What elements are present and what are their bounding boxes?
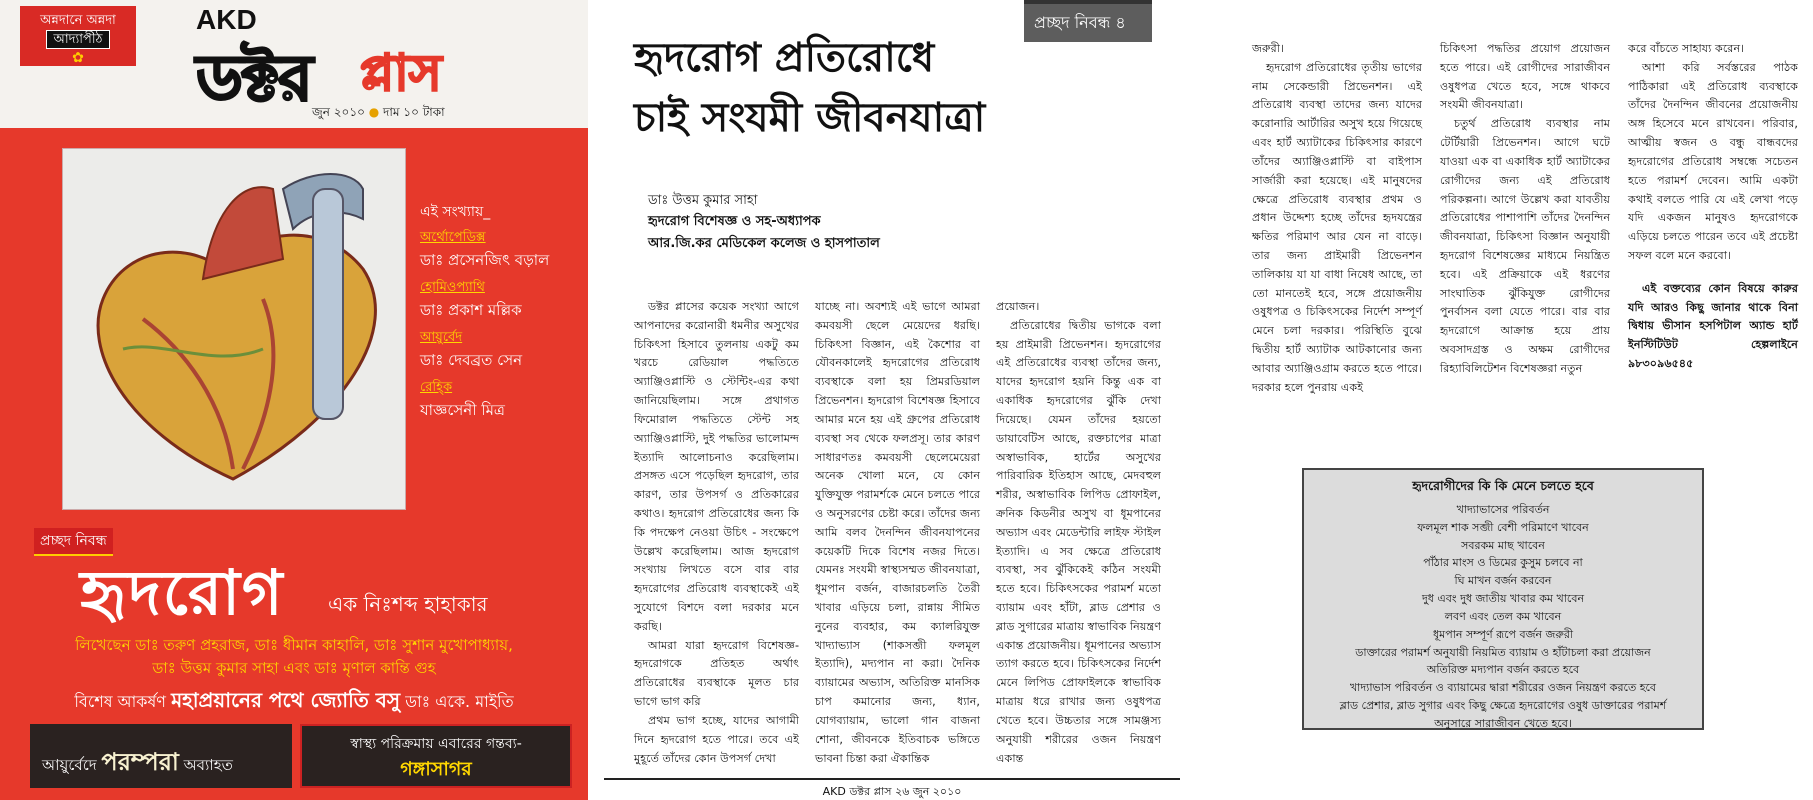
- author-title: হৃদরোগ বিশেষজ্ঞ ও সহ-অধ্যাপক: [648, 214, 821, 230]
- cover-writers-line: ডাঃ উত্তম কুমার সাহা এবং ডাঃ মৃণাল কান্তি গুহ: [152, 659, 436, 678]
- article-paragraph: জরুরী।: [1252, 42, 1284, 55]
- author-name: ডাঃ উত্তম কুমার সাহা: [648, 193, 758, 208]
- tips-line: খাদ্যাভাসের পরিবর্তন: [1456, 503, 1550, 516]
- special-prefix: বিশেষ আকর্ষণ: [74, 692, 166, 711]
- article-paragraph: আমরা যারা হৃদরোগ বিশেষজ্ঞ- হৃদরোগকে প্রতিহত অর্থাৎ প্রতিরোধের ব্যবস্থাকে মূলত চার ভাগে ভাগ করি: [634, 638, 799, 709]
- cover-tagline-1: অন্নদানে অন্নদা: [40, 13, 116, 28]
- tips-line: অনুসারে সারাজীবন খেতে হবে।: [1434, 716, 1572, 730]
- article-byline: [648, 190, 880, 254]
- cover-bottom-left-banner: [30, 724, 292, 788]
- article-paragraph: প্রয়োজন।: [996, 300, 1040, 313]
- lotus-icon: ✿: [72, 50, 84, 67]
- brand-akd: AKD: [196, 4, 257, 35]
- banner-place: গঙ্গাসাগর: [400, 758, 472, 780]
- cover-bottom-right-banner: [300, 724, 572, 788]
- contents-category: হোমিওপ্যাথি: [420, 280, 485, 295]
- cover-tagline-2: আদ্যাপীঠ: [46, 30, 109, 50]
- article-paragraph: চিকিৎসা পদ্ধতির প্রয়োগ প্রয়োজন হতে পারে। এই রোগীদের সারাজীবন ওষুধপত্র খেতে হবে, সঙ্গে থাকবে সংযমী জীবনযাত্রা।: [1440, 42, 1610, 112]
- helpline-note: এই বক্তব্যের কোন বিষয়ে কারুর যদি আরও কিছু জানার থাকে বিনা দ্বিধায় ভীসান হসপিটাল অ্যান্ড হার্ট ইনস্টিটিউট হেল্পলাইনে ৯৮৩০৯৬৫৪৫: [1628, 281, 1798, 370]
- article-paragraph: প্রথম ভাগ হচ্ছে, যাদের আগামী দিনে হৃদরোগ হতে পারে। তবে এই মুহূর্তে তাঁদের কোন উপসর্গ দেখা: [634, 713, 799, 765]
- brand-title: ডক্টর: [196, 42, 311, 116]
- article-columns: [634, 298, 1166, 768]
- headline-line-2: চাই সংযমী জীবনযাত্রা: [634, 95, 986, 141]
- banner-title: পরম্পরা: [101, 748, 179, 776]
- cover-section-label: প্রচ্ছদ নিবন্ধ: [34, 528, 113, 556]
- contents-doctor: যাজ্ঞসেনী মিত্র: [420, 401, 505, 419]
- kicker-edge: [1024, 0, 1152, 4]
- contents-doctor: ডাঃ প্রসেনজিৎ বড়াল: [420, 251, 550, 269]
- tips-box-heading: হৃদরোগীদের কি কি মেনে চলতে হবে: [1412, 478, 1594, 493]
- article-headline: [634, 28, 1154, 148]
- contents-doctor: ডাঃ প্রকাশ মল্লিক: [420, 301, 522, 319]
- cover-special-feature: [0, 686, 588, 719]
- heart-illustration: [62, 148, 406, 510]
- tips-box: [1302, 468, 1704, 730]
- tips-line: ধূমপান সম্পূর্ণ রূপে বর্জন জরুরী: [1432, 627, 1574, 641]
- banner-prefix: আয়ুর্বেদে: [42, 756, 97, 774]
- magazine-cover: [0, 0, 588, 800]
- tips-line: অতিরিক্ত মদ্যপান বর্জন করতে হবে: [1426, 663, 1580, 677]
- cover-issue-info: [312, 104, 445, 124]
- article-paragraph: প্রতিরোধের দ্বিতীয় ভাগকে বলা হয় প্রাইমারী প্রিভেনশন। হৃদরোগের এই প্রতিরোধের ব্যবস্থা তাঁদের জন্য, যাদের হৃদরোগ হয়নি কিন্তু এক বা একাধিক হৃদরোগের ঝুঁকি দেখা দিয়েছে। যেমন তাঁদের হয়তো ডায়াবেটিস আছে, রক্তচাপের মাত্রা অস্বাভাবিক, হার্টের অসুখের পারিবারিক ইতিহাস আছে, মেদবহুল শরীর, অস্বাভাবিক লিপিড প্রোফাইল, ক্রনিক কিডনীর অসুখ বা ধূমপানের অভ্যাস এবং মেডেন্টারি লাইফ স্টাইল ইত্যাদি। এ সব ক্ষেত্রে প্রতিরোধ ব্যবস্থা, সব ঝুঁকিকেই কঠিন সংযমী হতে হবে। চিকিৎসকের পরামর্শ মতো ব্যায়াম এবং হাঁটা, ব্লাড প্রেশার ও ব্লাড সুগারের মাত্রায় স্বাভাবিক নিয়ন্ত্রণ একান্ত প্রয়োজনীয়। ধূমপানের অভ্যাস ত্যাগ করতে হবে। চিকিৎসকের নির্দেশ মেনে লিপিড প্রোফাইলকে স্বাভাবিক মাত্রায় ধরে রাখার জন্য ওষুধপত্র খেতে হবে। উচ্চতার সঙ্গে সামঞ্জস্য অনুযায়ী শরীরের ওজন নিয়ন্ত্রণ একান্ত: [996, 318, 1161, 765]
- cover-main-title: হৃদরোগ: [80, 556, 285, 629]
- cover-contents: [420, 200, 580, 428]
- banner-suffix: অব্যাহত: [183, 756, 233, 774]
- cover-tagline-box: [20, 6, 136, 66]
- contents-category: অর্থোপেডিক্স: [420, 230, 486, 245]
- contents-category: আয়ুর্বেদ: [420, 330, 463, 345]
- brand-plus: প্লাস: [360, 44, 442, 102]
- article-column: [815, 298, 980, 768]
- tips-line: সবরকম মাছ খাবেন: [1461, 538, 1545, 552]
- page-footer: AKD ডক্টর প্লাস ২৬ জুন ২০১০: [604, 778, 1180, 800]
- cover-subtitle: এক নিঃশব্দ হাহাকার: [328, 592, 488, 616]
- article-column: [996, 298, 1161, 768]
- article-paragraph: করে বাঁচতে সাহায্য করেন।: [1628, 42, 1745, 55]
- article-page-2: [1192, 0, 1813, 800]
- banner-line: স্বাস্থ্য পরিক্রমায় এবারের গন্তব্য-: [350, 736, 522, 752]
- article-paragraph: যাচ্ছে না। অবশ্যই এই ভাগে আমরা কমবয়সী ছেলে মেয়েদের ধরছি। চিকিৎসা বিজ্ঞান, এই কৈশোর বা যৌবনকালেই হৃদরোগের প্রতিরোধ ব্যবস্থাকে বলা হয় প্রিমরডিয়াল প্রিভেনশন। হৃদরোগ বিশেষজ্ঞ হিসাবে আমার মনে হয় এই গ্রুপের প্রতিরোধ ব্যবস্থা সব থেকে ফলপ্রসূ। তার কারণ সাধারণতঃ কমবয়সী ছেলেমেয়েরা অনেক খোলা মনে, যে কোন যুক্তিযুক্ত পরামর্শকে মেনে চলতে পারে ও অনুসরণের চেষ্টা করে। তাঁদের জন্য আমি বলব দৈনন্দিন জীবনযাপনের কয়েকটি দিকে বিশেষ নজর দিতে। যেমনঃ সংযমী স্বাস্থ্যসম্মত জীবনযাত্রা, ধূমপান বর্জন, বাজারচলতি তৈরী খাবার এড়িয়ে চলা, রান্নায় সীমিত নুনের ব্যবহার, কম ক্যালরিযুক্ত খাদ্যাভ্যাস (শাকসব্জী ফলমূল ইত্যাদি), মদ্যপান না করা। দৈনিক ব্যায়ামের অভ্যাস, অতিরিক্ত মানসিক চাপ কমানোর জন্য, ধ্যান, যোগব্যায়াম, ভালো গান বাজনা শোনা, জীবনকে ইতিবাচক ভঙ্গিতে ভাবনা চিন্তা করা ঐকান্তিক: [815, 300, 980, 765]
- cover-issue-date: জুন ২০১০: [312, 105, 365, 119]
- tips-line: ব্লাড প্রেশার, ব্লাড সুগার এবং কিছু ক্ষেত্রে হৃদরোগের ওষুধ ডাক্তারের পরামর্শ: [1339, 698, 1667, 712]
- tips-line: ফলমূল শাক সব্জী বেশী পরিমাণে খাবেন: [1417, 520, 1589, 534]
- headline-line-1: হৃদরোগ প্রতিরোধে: [634, 35, 935, 81]
- tips-line: লবণ এবং তেল কম খাবেন: [1444, 609, 1562, 623]
- article-page-1: [604, 0, 1180, 800]
- article-column: [634, 298, 799, 768]
- article-paragraph: হৃদরোগ প্রতিরোধের তৃতীয় ভাগের নাম সেকেন্ডারী প্রিভেনশন। এই প্রতিরোধ ব্যবস্থা তাদের জন্য যাদের করোনারি আর্টারির অসুখ হয়ে গিয়েছে এবং হার্ট অ্যাটাকের চিকিৎসার কারণে তাঁদের অ্যাঞ্জিওপ্লাস্টি বা বাইপাস সার্জারী করা হয়েছে। এই মানুষদের ক্ষেত্রে প্রতিরোধ ব্যবস্থার প্রথম ও প্রধান উদ্দেশ্য হচ্ছে তাঁদের হৃদযন্ত্রের ক্ষতির পরিমাণ আর যেন না বাড়ে। তার জন্য প্রাইমারী প্রিভেনশন তালিকায় যা যা বাধা নিষেধ আছে, তা তো মানতেই হবে, সঙ্গে প্রয়োজনীয় ওষুধপত্র ও চিকিৎসকের নির্দেশ সম্পূর্ণ মেনে চলা দরকার। পরিস্থিতি বুঝে দ্বিতীয় হার্ট অ্যাটাক আটকানোর জন্য আবার অ্যাঞ্জিওগ্রাম করতে হতে পারে। দরকার হলে পুনরায় একই: [1252, 60, 1422, 394]
- author-institution: আর.জি.কর মেডিকেল কলেজ ও হাসপাতাল: [648, 235, 880, 251]
- article-paragraph: চতুর্থ প্রতিরোধ ব্যবস্থার নাম টের্টিয়ারী প্রিভেনশন। আগে ঘটে যাওয়া এক বা একাধিক হার্ট অ্যাটাকের রোগীদের জন্য এই প্রতিরোধ পরিকল্পনা। আগে উল্লেখ করা যাবতীয় প্রতিরোধের পাশাপাশি তাঁদের দৈনন্দিন জীবনযাত্রা, চিকিৎসা বিজ্ঞান অনুযায়ী হৃদরোগ বিশেষজ্ঞের মাধ্যমে নিয়ন্ত্রিত হবে। এই প্রক্রিয়াকে এই ধরণের সাংঘাতিক ঝুঁকিযুক্ত রোগীদের পুনর্বাসন বলা যেতে পারে। বার বার হৃদরোগে আক্রান্ত হয়ে প্রায় অবসাদগ্রস্ত ও অক্ষম রোগীদের রিহ্যাবিলিটেশন বিশেষজ্ঞরা নতুন: [1440, 117, 1610, 375]
- contents-doctor: ডাঃ দেবব্রত সেন: [420, 351, 523, 369]
- tips-line: দুধ এবং দুধ জাতীয় খাবার কম খাবেন: [1421, 592, 1585, 606]
- heart-icon: [63, 149, 405, 509]
- article-column: [1440, 40, 1610, 397]
- tips-line: ঘি মাখন বর্জন করবেন: [1454, 574, 1552, 588]
- article-paragraph: আশা করি সর্বস্তরের পাঠক পাঠিকারা এই প্রতিরোধ ব্যবস্থাকে তাঁদের দৈনন্দিন জীবনের প্রয়োজনীয় অঙ্গ হিসেবে মনে রাখবেন। পরিবার, আত্মীয় স্বজন ও বন্ধু বান্ধবদের হৃদরোগের প্রতিরোধ সম্বন্ধে সচেতন হতে পরামর্শ দেবেন। আমি একটা কথাই বলতে পারি যে এই লেখা পড়ে যদি একজন মানুষও হৃদরোগকে এড়িয়ে চলতে পারেন তবে এই প্রচেষ্টা সফল বলে মনে করবো।: [1628, 60, 1798, 262]
- contents-category: রেহ্কি: [420, 380, 453, 395]
- cover-writers-line: লিখেছেন ডাঃ তরুণ প্রহরাজ, ডাঃ ধীমান কাহালি, ডাঃ সুশান মুখোপাধ্যায়,: [75, 636, 513, 654]
- cover-price: দাম ১০ টাকা: [383, 105, 445, 119]
- article-column: [1628, 40, 1798, 397]
- article-kicker: প্রচ্ছদ নিবন্ধ ৪: [1024, 0, 1152, 42]
- article-columns: [1252, 40, 1798, 397]
- tips-line: খাদ্যাভাস পরিবর্তন ও ব্যায়ামের দ্বারা শরীরের ওজন নিয়ন্ত্রণ করতে হবে: [1349, 681, 1657, 695]
- special-author: ডাঃ একে. মাইতি: [405, 692, 514, 711]
- cover-contents-label: এই সংখ্যায়_: [420, 204, 491, 220]
- cover-writers: [0, 634, 588, 681]
- tips-line: ডাক্তারের পরামর্শ অনুযায়ী নিয়মিত ব্যায়াম ও হাঁটাচলা করা প্রয়োজন: [1355, 645, 1651, 659]
- tips-line: পাঁঠার মাংস ও ডিমের কুসুম চলবে না: [1423, 556, 1583, 570]
- article-column: [1252, 40, 1422, 397]
- special-title: মহাপ্রয়ানের পথে জ্যোতি বসু: [171, 688, 401, 712]
- bullet-icon: ●: [368, 105, 384, 119]
- article-paragraph: ডক্টর প্লাসের কয়েক সংখ্যা আগে আপনাদের করোনারী ধমনীর অসুখের চিকিৎসা হিসাবে তুলনায় একটু কম খরচে রেডিয়াল পদ্ধতিতে অ্যাঞ্জিওপ্লাস্টি ও স্টেন্টিং-এর কথা জানিয়েছিলাম। সঙ্গে প্রথাগত ফিমোরাল পদ্ধতিতে স্টেন্ট সহ অ্যাঞ্জিওপ্লাস্টি, দুই পদ্ধতির ভালোমন্দ ইত্যাদি আলোচনাও করেছিলাম। প্রসঙ্গত এসে পড়েছিল হৃদরোগ, তার কারণ, তার উপসর্গ ও প্রতিকারের কথাও। হৃদরোগ প্রতিরোধের জন্য কি কি পদক্ষেপ নেওয়া উচিৎ - সংক্ষেপে উল্লেখ করেছিলাম। আজ হৃদরোগ সংখ্যায় লিখতে বসে বার বার হৃদরোগের প্রতিরোধ ব্যবস্থাকেই এই সুযোগে বিশদে বলা দরকার মনে করছি।: [634, 300, 799, 633]
